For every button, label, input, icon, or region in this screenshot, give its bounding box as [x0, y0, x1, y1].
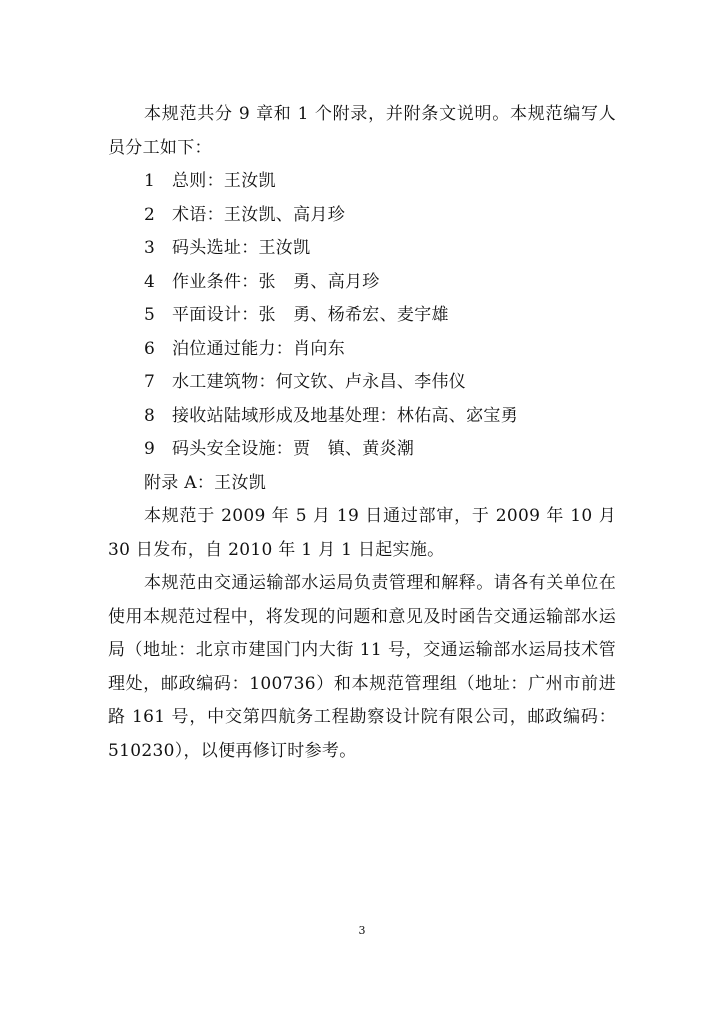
- chapter-text: 泊位通过能力：肖向东: [172, 338, 345, 359]
- chapter-text: 总则：王汝凯: [172, 171, 276, 191]
- management-paragraph: 本规范由交通运输部水运局负责管理和解释。请各有关单位在使用本规范过程中，将发现的问题和意见及时函告交通运输部水运局（地址：北京市建国门内大街 11 号，交通运输部水运局技术管理处，邮政编码：100736）和本规范管理组（地址：广州市前进路 161 号，中交第四航务工程勘察设计院有限公司，邮政编码：510230），以便再修订时参考。: [108, 573, 616, 761]
- chapter-text: 码头选址：王汝凯: [172, 238, 311, 258]
- intro-paragraph: 本规范共分 9 章和 1 个附录，并附条文说明。本规范编写人员分工如下：: [108, 104, 616, 158]
- list-item: [108, 199, 616, 233]
- list-item: [108, 400, 616, 434]
- chapter-number: 5: [144, 305, 156, 325]
- chapter-text: 接收站陆域形成及地基处理：林佑高、宓宝勇: [172, 405, 518, 426]
- list-item: [108, 232, 616, 266]
- page-number: 3: [358, 924, 366, 937]
- chapter-number: 1: [144, 171, 156, 191]
- list-item: [108, 433, 616, 467]
- chapter-text: 作业条件：张 勇、高月珍: [172, 271, 380, 292]
- chapter-number: 9: [144, 439, 156, 459]
- chapter-number: 2: [144, 204, 156, 225]
- chapter-number: 4: [144, 271, 156, 292]
- chapter-text: 平面设计：张 勇、杨希宏、麦宇雄: [172, 305, 449, 325]
- chapter-text: 码头安全设施：贾 镇、黄炎潮: [172, 439, 415, 459]
- list-item: [108, 333, 616, 367]
- chapter-number: 8: [144, 405, 156, 426]
- chapter-number: 3: [144, 238, 156, 258]
- appendix-item: 附录 A：王汝凯: [144, 472, 267, 493]
- document-body: [108, 98, 616, 768]
- list-item: [108, 165, 616, 199]
- chapter-author-list: [108, 165, 616, 500]
- list-item: [108, 366, 616, 400]
- chapter-number: 7: [144, 372, 156, 392]
- chapter-text: 水工建筑物：何文钦、卢永昌、李伟仪: [172, 372, 467, 392]
- list-item: [108, 299, 616, 333]
- chapter-number: 6: [144, 338, 156, 359]
- chapter-text: 术语：王汝凯、高月珍: [172, 204, 345, 225]
- list-item: [108, 266, 616, 300]
- approval-paragraph: 本规范于 2009 年 5 月 19 日通过部审，于 2009 年 10 月 30 日发布，自 2010 年 1 月 1 日起实施。: [108, 506, 616, 560]
